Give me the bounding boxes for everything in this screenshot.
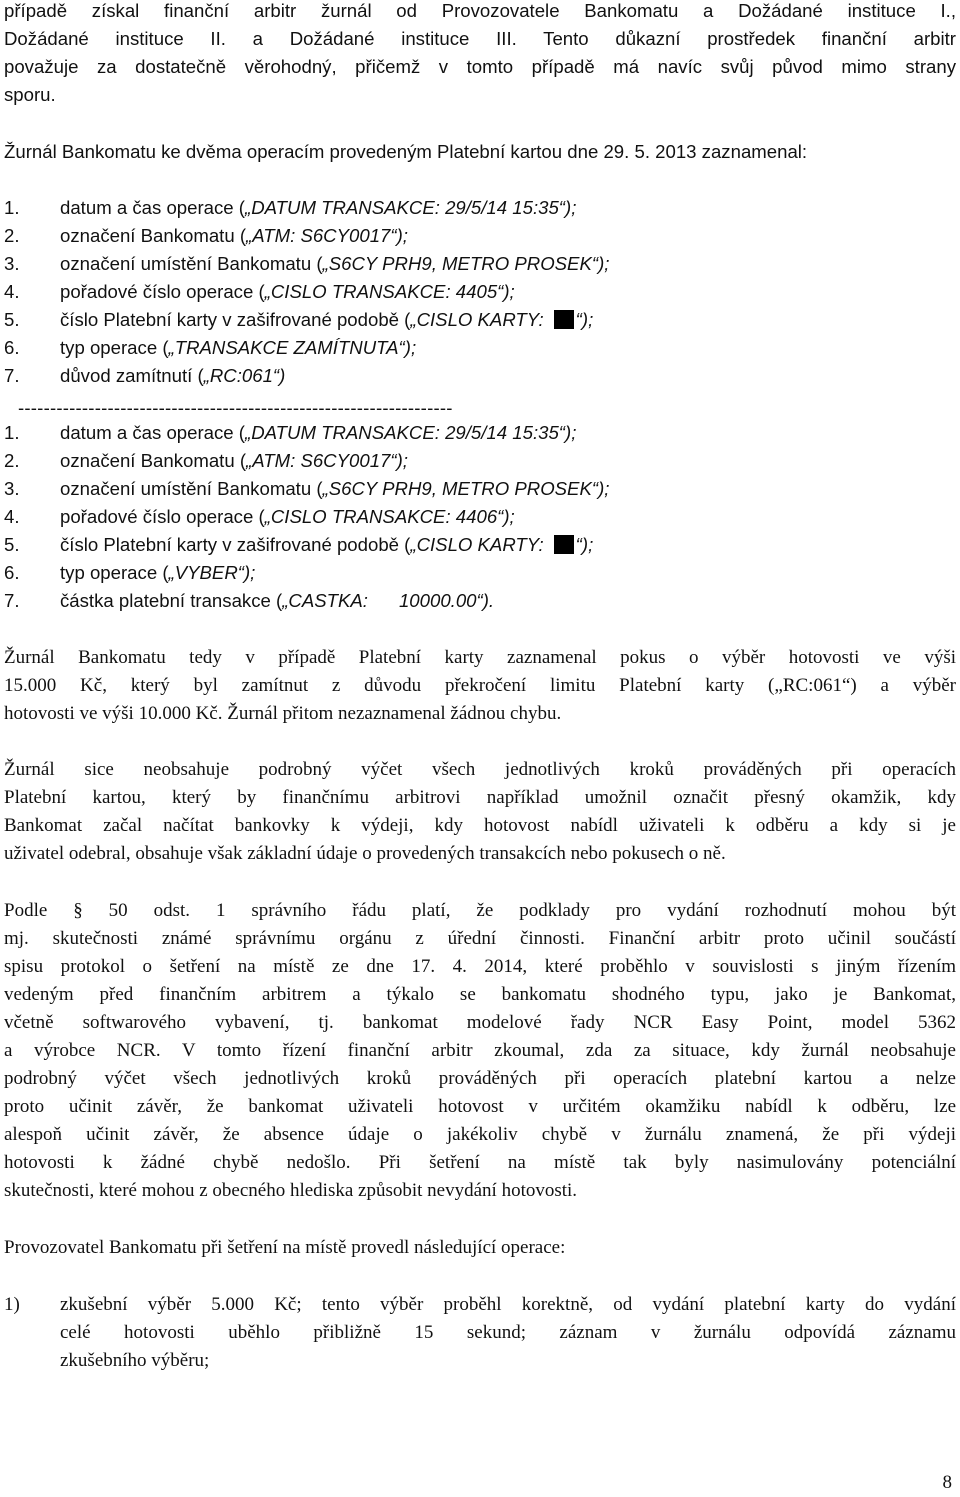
op1-item-2	[4, 225, 408, 247]
law-line-4: vedeným před finančním arbitrem a týkalo se bankomatu shodného typu, jako je Bankomat,	[4, 984, 956, 1005]
item-number: 5.	[4, 309, 20, 330]
journal-heading: Žurnál Bankomatu ke dvěma operacím provedeným Platební kartou dne 29. 5. 2013 zaznamenal:	[4, 141, 808, 162]
op1-item-4	[4, 281, 515, 303]
detail-line-4: uživatel odebral, obsahuje však základní údaje o provedených transakcích nebo pokusech o ně.	[4, 843, 726, 864]
item-value: „S6CY PRH9, METRO PROSEK“	[322, 253, 599, 274]
item-end: );	[598, 478, 610, 499]
item-number: 4.	[4, 506, 20, 527]
op2-item-4	[4, 506, 515, 528]
item-value: „CASTKA: 10000.00“	[282, 590, 483, 611]
redacted-card-number	[554, 535, 574, 554]
item-text: pořadové číslo operace (	[60, 506, 265, 527]
intro-line-1: případě získal finanční arbitr žurnál od Provozovatele Bankomatu a Dožádané instituce I.,	[4, 0, 956, 21]
item-end: );	[598, 253, 610, 274]
law-line-5: včetně softwarového vybavení, tj. bankomat modelové řady NCR Easy Point, model 5362	[4, 1012, 956, 1033]
item-value-close: “	[575, 534, 582, 555]
op2-item-2	[4, 450, 408, 472]
law-line-10: hotovosti k žádné chybě nedošlo. Při šetření na místě tak byly nasimulovány potenciální	[4, 1152, 956, 1173]
item-value: „TRANSAKCE ZAMÍTNUTA“	[168, 337, 405, 358]
item-text: důvod zamítnutí (	[60, 365, 204, 386]
summary-line-3: hotovosti ve výši 10.000 Kč. Žurnál přitom nezaznamenal žádnou chybu.	[4, 703, 562, 724]
summary-line-2: 15.000 Kč, který byl zamítnut z důvodu překročení limitu Platební karty („RC:061“) a výběr	[4, 675, 956, 696]
item-text: datum a čas operace (	[60, 197, 246, 218]
item-value: „ATM: S6CY0017“	[246, 225, 397, 246]
ops-list-line-1: zkušební výběr 5.000 Kč; tento výběr proběhl korektně, od vydání platební karty do vydání	[60, 1294, 956, 1315]
operator-paragraph: Provozovatel Bankomatu při šetření na místě provedl následující operace:	[4, 1237, 566, 1258]
item-number: 5.	[4, 534, 20, 555]
separator-line: --------------------------------------------------------------------	[18, 397, 453, 418]
item-value: „RC:061“	[203, 365, 280, 386]
item-value: „DATUM TRANSAKCE: 29/5/14 15:35“	[245, 197, 566, 218]
item-number: 3.	[4, 253, 20, 274]
intro-line-3: považuje za dostatečně věrohodný, přičemž v tomto případě má navíc svůj původ mimo strany	[4, 56, 956, 77]
item-value: „CISLO KARTY:	[410, 309, 544, 330]
item-text: typ operace (	[60, 337, 169, 358]
ops-list-line-2: celé hotovosti uběhlo přibližně 15 sekund; záznam v žurnálu odpovídá záznamu	[60, 1322, 956, 1343]
item-value: „CISLO KARTY:	[410, 534, 544, 555]
item-text: částka platební transakce (	[60, 590, 283, 611]
item-text: označení umístění Bankomatu (	[60, 253, 323, 274]
item-end: );	[565, 422, 577, 443]
item-number: 1.	[4, 422, 20, 443]
op2-item-1	[4, 422, 576, 444]
law-line-11: skutečnosti, které mohou z obecného hlediska způsobit nevydání hotovosti.	[4, 1180, 578, 1201]
law-line-1: Podle § 50 odst. 1 správního řádu platí, že podklady pro vydání rozhodnutí mohou být	[4, 900, 956, 921]
item-end: );	[503, 506, 515, 527]
redacted-card-number	[554, 310, 574, 329]
item-text: číslo Platební karty v zašifrované podobě (	[60, 309, 411, 330]
item-end: );	[396, 225, 408, 246]
item-value: „ATM: S6CY0017“	[246, 450, 397, 471]
page-number: 8	[942, 1472, 952, 1493]
item-text: označení Bankomatu (	[60, 225, 247, 246]
item-value: „S6CY PRH9, METRO PROSEK“	[322, 478, 599, 499]
ops-list-number: 1)	[4, 1294, 20, 1315]
item-value: „CISLO TRANSAKCE: 4405“	[264, 281, 504, 302]
law-line-6: a výrobce NCR. V tomto řízení finanční arbitr zkoumal, zda za situace, kdy žurnál neobsahuje	[4, 1040, 956, 1061]
intro-line-2: Dožádané instituce II. a Dožádané instituce III. Tento důkazní prostředek finanční arbitr	[4, 28, 956, 49]
law-line-2: mj. skutečnosti známé správnímu orgánu z úřední činnosti. Finanční arbitr proto učinil součástí	[4, 928, 956, 949]
item-end: );	[404, 337, 417, 358]
op2-item-7	[4, 590, 494, 612]
op2-item-3	[4, 478, 609, 500]
item-text: typ operace (	[60, 562, 169, 583]
item-number: 6.	[4, 562, 20, 583]
item-end: )	[279, 365, 286, 386]
op1-item-3	[4, 253, 609, 275]
item-text: datum a čas operace (	[60, 422, 246, 443]
item-value: „DATUM TRANSAKCE: 29/5/14 15:35“	[245, 422, 566, 443]
op1-item-5	[4, 309, 593, 331]
item-end: );	[503, 281, 515, 302]
item-value: „CISLO TRANSAKCE: 4406“	[264, 506, 504, 527]
detail-line-3: Bankomat začal načítat bankovky k výdeji, kdy hotovost nabídl uživateli k odběru a kdy si je	[4, 815, 956, 836]
item-number: 7.	[4, 590, 20, 611]
law-line-9: alespoň učinit závěr, že absence údaje o jakékoliv chybě v žurnálu znamená, že při výdeji	[4, 1124, 956, 1145]
item-end: );	[565, 197, 577, 218]
item-end: );	[581, 534, 594, 555]
op2-item-5	[4, 534, 593, 556]
op2-item-6	[4, 562, 255, 584]
item-text: označení umístění Bankomatu (	[60, 478, 323, 499]
detail-line-2: Platební kartou, který by finančnímu arbitrovi například umožnil označit přesný okamžik, kdy	[4, 787, 956, 808]
intro-line-4: sporu.	[4, 84, 56, 105]
item-end: );	[396, 450, 408, 471]
item-number: 7.	[4, 365, 20, 386]
item-end: );	[581, 309, 594, 330]
law-line-8: proto učinit závěr, že bankomat uživateli hotovost v určitém okamžiku nabídl k odběru, lze	[4, 1096, 956, 1117]
item-number: 1.	[4, 197, 20, 218]
item-end: ).	[482, 590, 495, 611]
item-text: pořadové číslo operace (	[60, 281, 265, 302]
item-number: 3.	[4, 478, 20, 499]
ops-list-line-3: zkušebního výběru;	[60, 1350, 210, 1371]
detail-line-1: Žurnál sice neobsahuje podrobný výčet všech jednotlivých kroků prováděných při operacích	[4, 759, 956, 780]
item-text: označení Bankomatu (	[60, 450, 247, 471]
item-end: );	[243, 562, 256, 583]
summary-line-1: Žurnál Bankomatu tedy v případě Platební karty zaznamenal pokus o výběr hotovosti ve výši	[4, 647, 956, 668]
item-number: 4.	[4, 281, 20, 302]
item-number: 2.	[4, 225, 20, 246]
item-number: 6.	[4, 337, 20, 358]
item-value: „VYBER“	[168, 562, 244, 583]
op1-item-7	[4, 365, 285, 387]
item-value-close: “	[575, 309, 582, 330]
op1-item-6	[4, 337, 416, 359]
law-line-7: podrobný výčet všech jednotlivých kroků prováděných při operacích platební kartou a nelze	[4, 1068, 956, 1089]
law-line-3: spisu protokol o šetření na místě ze dne 17. 4. 2014, které proběhlo v souvislosti s jiným řízením	[4, 956, 956, 977]
item-text: číslo Platební karty v zašifrované podobě (	[60, 534, 411, 555]
op1-item-1	[4, 197, 576, 219]
item-number: 2.	[4, 450, 20, 471]
